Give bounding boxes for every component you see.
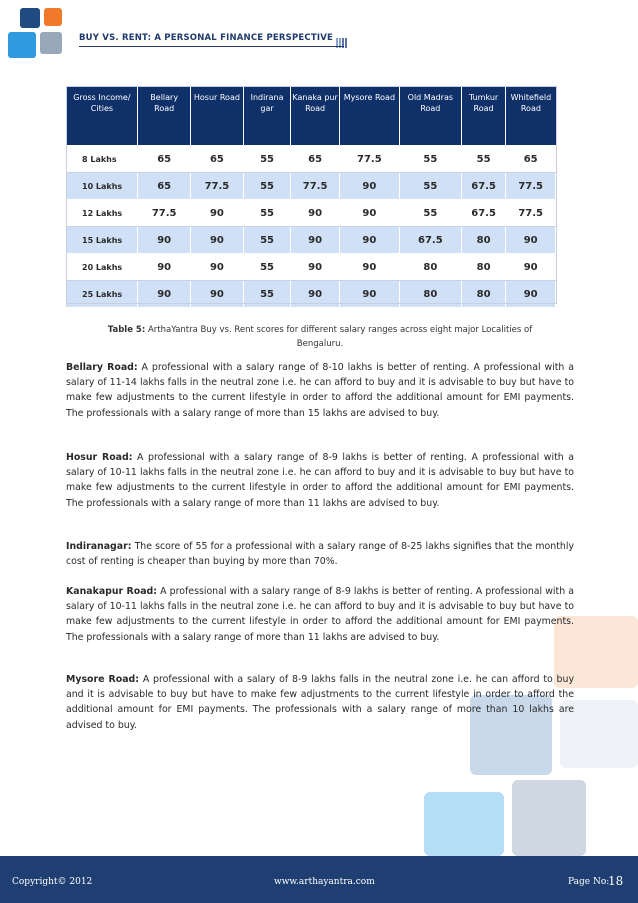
table-header-row: [67, 86, 556, 146]
score-cell: 77.5: [506, 173, 556, 200]
score-cell: 55: [243, 146, 291, 173]
score-cell: 67.5: [461, 173, 505, 200]
score-cell: 90: [291, 281, 340, 308]
column-header: Kanaka pur Road: [291, 86, 340, 146]
page-number: 18: [608, 874, 624, 888]
score-cell: 77.5: [191, 173, 244, 200]
paragraph-indiranagar: [66, 539, 574, 569]
score-cell: 90: [191, 227, 244, 254]
score-cell: 77.5: [138, 200, 191, 227]
score-cell: 65: [191, 146, 244, 173]
company-logo: [0, 0, 70, 66]
income-cell: 25 Lakhs: [67, 281, 138, 308]
score-cell: 55: [243, 281, 291, 308]
score-cell: 55: [243, 227, 291, 254]
column-header: Whitefield Road: [506, 86, 556, 146]
paragraph-bellary: [66, 360, 574, 421]
table-row: [67, 281, 556, 308]
column-header: Old Madras Road: [399, 86, 461, 146]
income-cell: 20 Lakhs: [67, 254, 138, 281]
column-header: Bellary Road: [138, 86, 191, 146]
paragraph-hosur: [66, 450, 574, 511]
table-row: [67, 146, 556, 173]
column-header: Tumkur Road: [461, 86, 505, 146]
income-cell: 12 Lakhs: [67, 200, 138, 227]
column-header: Hosur Road: [191, 86, 244, 146]
page-number-label: Page No:: [568, 877, 610, 887]
score-cell: 90: [291, 227, 340, 254]
score-cell: 90: [138, 281, 191, 308]
score-cell: 90: [339, 200, 399, 227]
paragraph-text: A professional with a salary range of 8-9 lakhs is better of renting. A professional with a salary of 10-11 lakhs falls in the neutral zone i.e. he can afford to buy and it is advisable to buy but have to make few adjustments to the current lifestyle in order to afford the additional amount for EMI payments. The professionals with a salary range of more than 11 lakhs are advised to buy.: [66, 586, 575, 643]
table-row: [67, 227, 556, 254]
paragraph-label: Indiranagar:: [66, 541, 132, 552]
paragraph-label: Mysore Road:: [66, 674, 139, 685]
score-cell: 77.5: [339, 146, 399, 173]
score-cell: 65: [138, 146, 191, 173]
score-cell: 90: [506, 227, 556, 254]
column-header: Gross Income/ Cities: [67, 86, 138, 146]
copyright-text: Copyright© 2012: [12, 877, 93, 887]
score-cell: 55: [243, 200, 291, 227]
score-cell: 55: [399, 173, 461, 200]
score-cell: 90: [191, 200, 244, 227]
paragraph-label: Hosur Road:: [66, 452, 133, 463]
paragraph-text: A professional with a salary range of 8-9 lakhs is better of renting. A professional with a salary of 10-11 lakhs falls in the neutral zone i.e. he can afford to buy and it is advisable to buy but have to make few adjustments to the current lifestyle in order to afford the additional amount for EMI payments. The professionals with a salary range of more than 11 lakhs are advised to buy.: [66, 452, 575, 509]
score-cell: 90: [191, 281, 244, 308]
score-cell: 65: [291, 146, 340, 173]
score-cell: 90: [339, 173, 399, 200]
column-header: Indirana gar: [243, 86, 291, 146]
paragraph-text: A professional with a salary range of 8-10 lakhs is better of renting. A professional with a salary of 11-14 lakhs falls in the neutral zone i.e. he can afford to buy and it is advisable to buy but have to make few adjustments to the current lifestyle in order to afford the additional amount for EMI payments. The professionals with a salary range of more than 15 lakhs are advised to buy.: [66, 362, 575, 419]
table-row: [67, 254, 556, 281]
table-row: [67, 173, 556, 200]
document-header-title: BUY VS. RENT: A PERSONAL FINANCE PERSPECTIVE: [79, 33, 333, 43]
income-cell: 8 Lakhs: [67, 146, 138, 173]
score-cell: 80: [461, 227, 505, 254]
score-cell: 90: [291, 200, 340, 227]
score-cell: 90: [506, 281, 556, 308]
score-cell: 90: [339, 281, 399, 308]
score-cell: 55: [243, 254, 291, 281]
decorative-square: [512, 780, 586, 856]
score-cell: 55: [243, 173, 291, 200]
paragraph-label: Bellary Road:: [66, 362, 138, 373]
score-cell: 90: [339, 254, 399, 281]
score-cell: 55: [399, 146, 461, 173]
score-cell: 77.5: [291, 173, 340, 200]
caption-label: Table 5:: [107, 325, 146, 335]
score-cell: 80: [461, 281, 505, 308]
paragraph-kanakapur: [66, 584, 574, 645]
score-cell: 90: [339, 227, 399, 254]
score-cell: 67.5: [461, 200, 505, 227]
score-cell: 90: [191, 254, 244, 281]
score-cell: 65: [506, 146, 556, 173]
column-header: Mysore Road: [339, 86, 399, 146]
paragraph-text: A professional with a salary of 8-9 lakhs falls in the neutral zone i.e. he can afford to buy and it is advisable to buy but have to make few adjustments to the current lifestyle in order to afford the additional amount for EMI payments. The professionals with a salary range of more than 10 lakhs are advised to buy.: [66, 674, 575, 731]
table-row: [67, 200, 556, 227]
paragraph-mysore: [66, 672, 574, 733]
paragraph-text: The score of 55 for a professional with a salary range of 8-25 lakhs signifies that the monthly cost of renting is cheaper than buying by more than 70%.: [66, 541, 575, 568]
income-cell: 15 Lakhs: [67, 227, 138, 254]
score-cell: 80: [399, 254, 461, 281]
score-cell: 67.5: [399, 227, 461, 254]
score-cell: 65: [138, 173, 191, 200]
paragraph-label: Kanakapur Road:: [66, 586, 158, 597]
income-cell: 10 Lakhs: [67, 173, 138, 200]
score-cell: 80: [461, 254, 505, 281]
header-divider: [79, 46, 344, 47]
table-caption: [100, 323, 540, 351]
score-cell: 55: [399, 200, 461, 227]
score-cell: 77.5: [506, 200, 556, 227]
decorative-square: [424, 792, 504, 856]
score-cell: 90: [138, 227, 191, 254]
score-cell: 90: [291, 254, 340, 281]
score-cell: 90: [506, 254, 556, 281]
website-link[interactable]: www.arthayantra.com: [274, 877, 375, 887]
score-cell: 90: [138, 254, 191, 281]
score-cell: 55: [461, 146, 505, 173]
header-bars-icon: [336, 33, 348, 43]
score-table: [66, 86, 556, 308]
caption-text: ArthaYantra Buy vs. Rent scores for different salary ranges across eight major Localities of Bengaluru.: [147, 325, 533, 349]
page-footer: [0, 856, 638, 903]
score-cell: 80: [399, 281, 461, 308]
